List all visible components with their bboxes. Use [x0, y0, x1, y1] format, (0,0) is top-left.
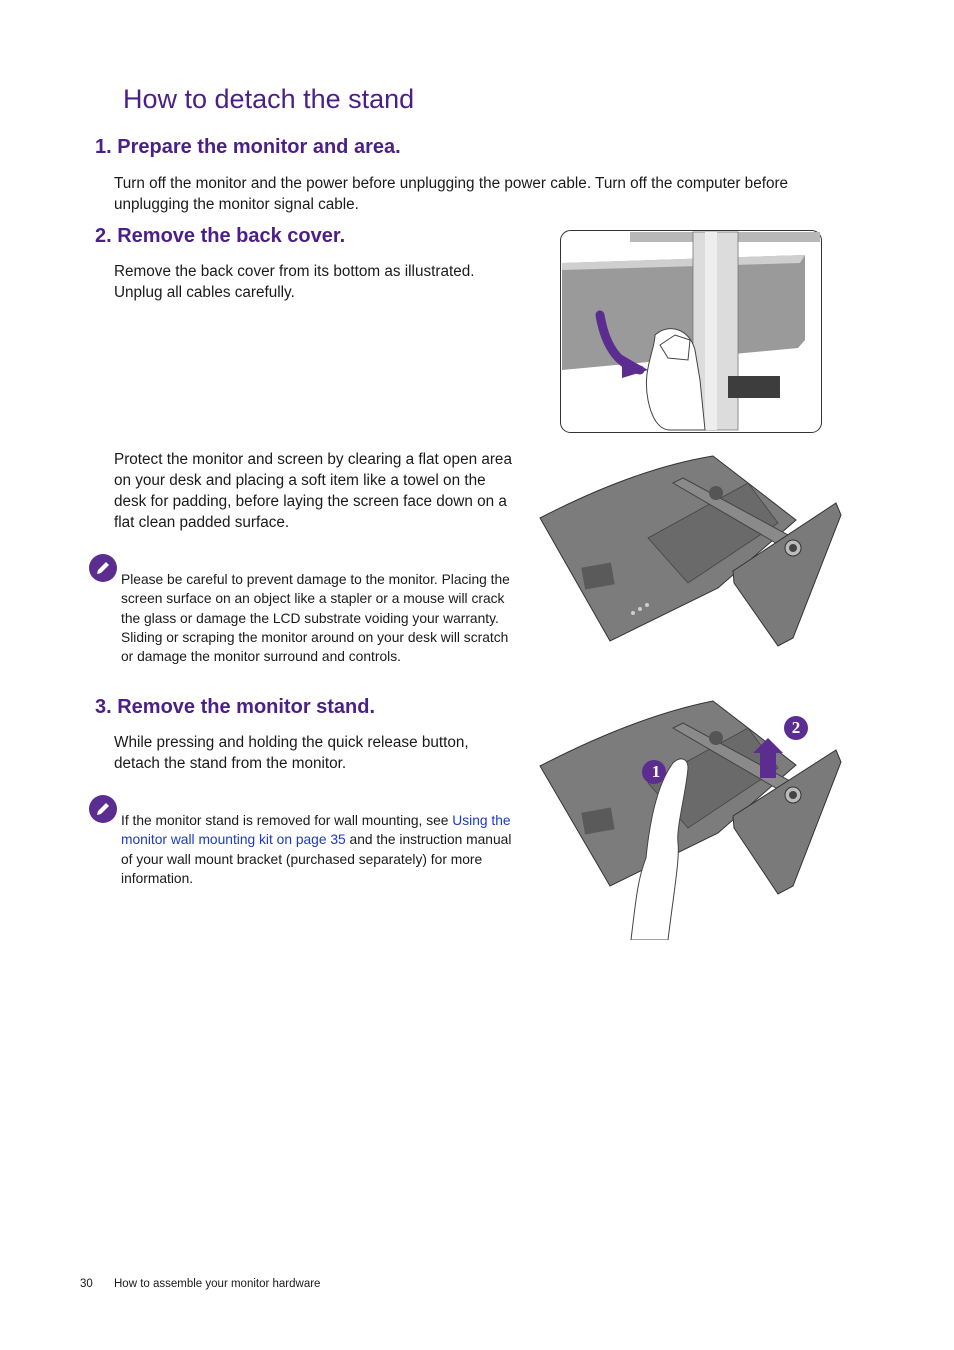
step3-heading: 3. Remove the monitor stand.	[95, 696, 376, 718]
page-title: How to detach the stand	[123, 84, 415, 114]
pencil-note-icon	[88, 553, 118, 583]
step1-text: Turn off the monitor and the power before unplugging the power cable. Turn off the computer before unplugging the monitor signal cable.	[114, 175, 789, 213]
step3-text: While pressing and holding the quick release button, detach the stand from the monitor.	[114, 734, 469, 772]
note-wall-mount	[121, 811, 516, 888]
step1-heading: 1. Prepare the monitor and area.	[95, 136, 401, 158]
monitor-face-down-illustration	[538, 453, 843, 648]
wall-mounting-link[interactable]: Using the monitor wall mounting kit on page 35	[121, 813, 511, 848]
step-badge-2: 2	[791, 718, 801, 737]
note-text-before: If the monitor stand is removed for wall mounting, see	[121, 813, 453, 828]
step-badge-1: 1	[651, 762, 661, 781]
note-text-after: and the instruction manual of your wall mount bracket (purchased separately) for more information.	[121, 832, 512, 886]
page-number: 30	[80, 1278, 93, 1290]
pencil-note-icon	[88, 794, 118, 824]
footer-section-title: How to assemble your monitor hardware	[114, 1278, 321, 1290]
step2-heading: 2. Remove the back cover.	[95, 225, 346, 247]
back-cover-illustration	[560, 230, 822, 433]
note-damage-warning: Please be careful to prevent damage to the monitor. Placing the screen surface on an object like a stapler or a mouse will crack the glass or damage the LCD substrate voiding your warranty. Sliding or scraping the monitor around on your desk will scratch or damage the monitor surround and controls.	[121, 572, 510, 665]
protect-text: Protect the monitor and screen by clearing a flat open area on your desk and placing a soft item like a towel on the desk for padding, before laying the screen face down on a flat clean padded surface.	[114, 451, 512, 531]
step2-text: Remove the back cover from its bottom as illustrated. Unplug all cables carefully.	[114, 263, 475, 301]
